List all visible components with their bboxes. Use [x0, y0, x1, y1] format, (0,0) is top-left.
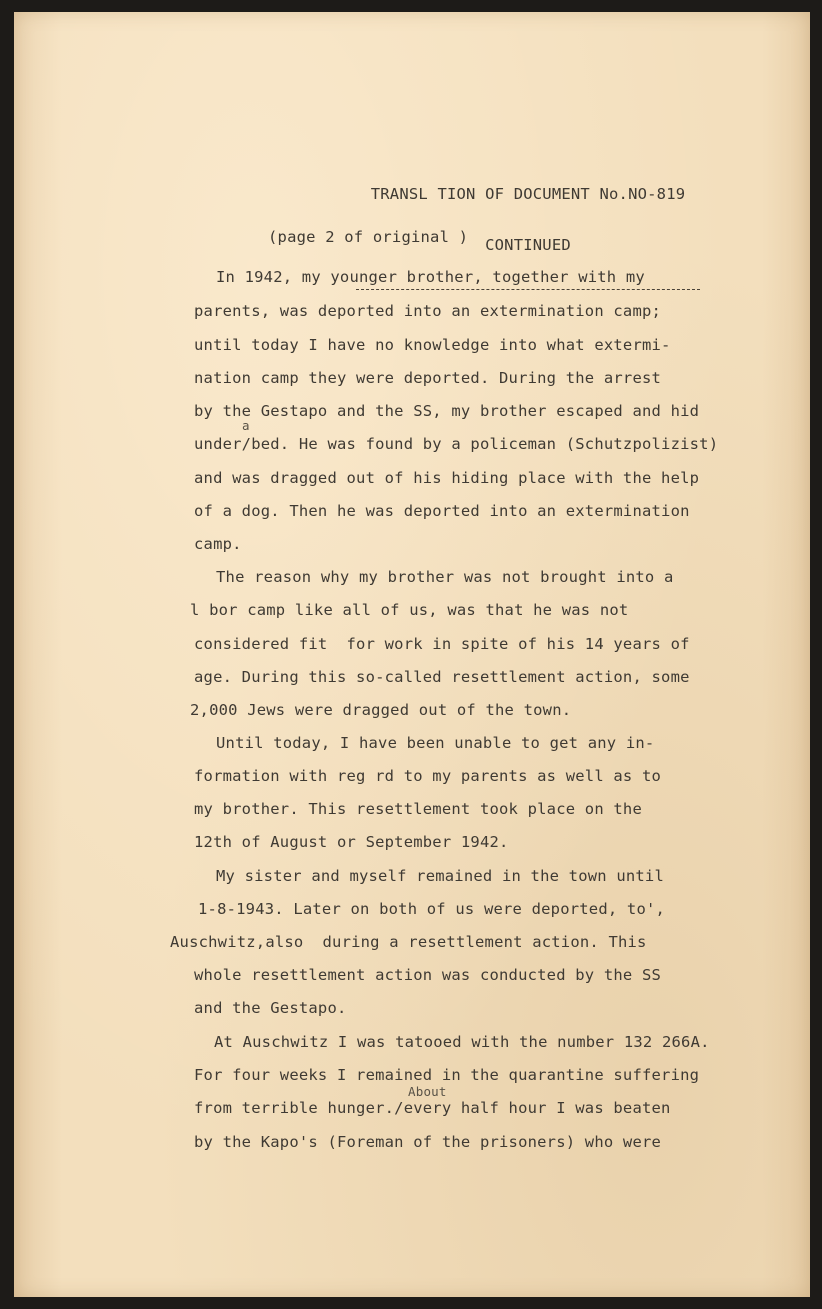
interlinear-insertion: a: [242, 418, 250, 433]
body-line: considered fit for work in spite of his 14 years of: [194, 635, 690, 653]
body-line: My sister and myself remained in the town until: [216, 867, 664, 885]
body-line: The reason why my brother was not brought into a: [216, 568, 674, 586]
body-line: Auschwitz,also during a resettlement action. This: [170, 933, 647, 951]
body-line: by the Kapo's (Foreman of the prisoners) who were: [194, 1133, 662, 1151]
body-line: camp.: [194, 535, 242, 553]
document-page: [14, 12, 810, 1297]
body-line: until today I have no knowledge into what extermi-: [194, 336, 671, 354]
body-line: For four weeks I remained in the quarantine suffering: [194, 1066, 700, 1084]
body-line: from terrible hunger./every half hour I was beaten: [194, 1099, 671, 1117]
body-line: and was dragged out of his hiding place with the help: [194, 469, 700, 487]
body-line: Until today, I have been unable to get any in-: [216, 734, 655, 752]
body-line: 12th of August or September 1942.: [194, 833, 509, 851]
body-line: l bor camp like all of us, was that he was not: [190, 601, 629, 619]
header-subtitle: CONTINUED: [485, 236, 571, 254]
body-line: by the Gestapo and the SS, my brother escaped and hid: [194, 402, 700, 420]
page-note: (page 2 of original ): [268, 228, 469, 246]
body-line: whole resettlement action was conducted by the SS: [194, 966, 662, 984]
body-line: my brother. This resettlement took place on the: [194, 800, 642, 818]
body-line: 1-8-1943. Later on both of us were deported, to',: [198, 900, 666, 918]
body-line: parents, was deported into an extermination camp;: [194, 302, 662, 320]
body-line: 2,000 Jews were dragged out of the town.: [190, 701, 572, 719]
body-line: of a dog. Then he was deported into an extermination: [194, 502, 690, 520]
body-line: age. During this so-called resettlement action, some: [194, 668, 690, 686]
body-line: nation camp they were deported. During the arrest: [194, 369, 662, 387]
body-line: At Auschwitz I was tatooed with the number 132 266A.: [214, 1033, 710, 1051]
body-line: formation with reg rd to my parents as well as to: [194, 767, 662, 785]
body-line: and the Gestapo.: [194, 999, 347, 1017]
body-line: In 1942, my younger brother, together with my: [216, 268, 645, 286]
interlinear-insertion: About: [408, 1084, 447, 1099]
body-line: under/bed. He was found by a policeman (Schutzpolizist): [194, 435, 719, 453]
header-title: TRANSL TION OF DOCUMENT No.NO-819: [370, 185, 686, 203]
